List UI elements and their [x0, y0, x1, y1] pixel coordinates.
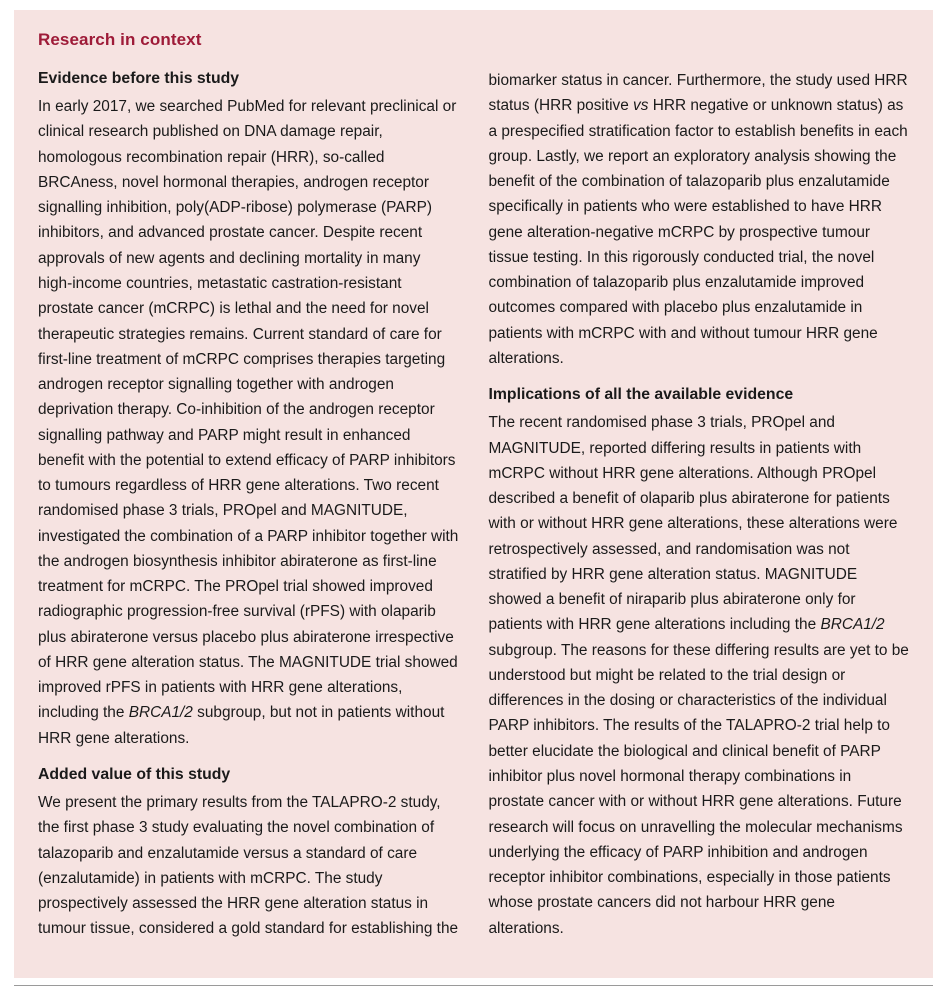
section-body-implications: The recent randomised phase 3 trials, PROpel and MAGNITUDE, reported differing results in patients with mCRPC without HRR gene alterations. Although PROpel described a benefit of olaparib plus abiraterone for patients with or without HRR gene alterations, these alterations were retrospectively assessed, and randomisation was not stratified by HRR gene alteration status. MAGNITUDE showed a benefit of niraparib plus abiraterone only for patients with HRR gene alterations including the BRCA1/2 subgroup. The reasons for these differing results are yet to be understood but might be related to the trial design or differences in the dosing or characteristics of the individual PARP inhibitors. The results of the TALAPRO-2 trial help to better elucidate the biological and clinical benefit of PARP inhibitor plus novel hormonal therapy combinations in prostate cancer with or without HRR gene alterations. Future research will focus on unravelling the molecular mechanisms underlying the efficacy of PARP inhibition and androgen receptor inhibitor combinations, especially in those patients whose prostate cancers did not harbour HRR gene alterations. [488, 414, 909, 937]
right-column [489, 68, 910, 952]
section-body-added-value-left: We present the primary results from the TALAPRO-2 study, the first phase 3 study evaluating the novel combination of talazoparib and enzalutamide versus a standard of care (enzalutamide) in patients with mCRPC. The study prospectively assessed the HRR gene alteration status in tumour tissue, considered a gold standard for establishing the [38, 794, 459, 938]
left-column [38, 68, 459, 952]
research-in-context-panel [14, 10, 933, 978]
panel-title: Research in context [38, 30, 202, 49]
journal-page [0, 10, 947, 986]
panel-columns [38, 68, 909, 952]
section-heading-implications: Implications of all the available evidence [488, 386, 794, 404]
section-heading-evidence-before-this-study: Evidence before this study [38, 70, 240, 87]
section-body-evidence-before-this-study: In early 2017, we searched PubMed for relevant preclinical or clinical research published on DNA damage repair, homologous recombination repair (HRR), so-called BRCAness, novel hormonal therapies, androgen receptor signalling inhibition, poly(ADP-ribose) polymerase (PARP) inhibitors, and advanced prostate cancer. Despite recent approvals of new agents and declining mortality in many high-income countries, metastatic castration-resistant prostate cancer (mCRPC) is lethal and the need for novel therapeutic strategies remains. Current standard of care for first-line treatment of mCRPC comprises therapies targeting androgen receptor signalling together with androgen deprivation therapy. Co-inhibition of the androgen receptor signalling pathway and PARP might result in enhanced benefit with the potential to extend efficacy of PARP inhibitors to tumours regardless of HRR gene alterations. Two recent randomised phase 3 trials, PROpel and MAGNITUDE, investigated the combination of a PARP inhibitor together with the androgen biosynthesis inhibitor abiraterone as first-line treatment for mCRPC. The PROpel trial showed improved radiographic progression-free survival (rPFS) with olaparib plus abiraterone versus placebo plus abiraterone irrespective of HRR gene alteration status. The MAGNITUDE trial showed improved rPFS in patients with HRR gene alterations, including the BRCA1/2 subgroup, but not in patients without HRR gene alterations. [38, 98, 459, 747]
section-body-added-value-continued: biomarker status in cancer. Furthermore, the study used HRR status (HRR positive vs HRR negative or unknown status) as a prespecified stratification factor to establish benefits in each group. Lastly, we report an exploratory analysis showing the benefit of the combination of talazoparib plus enzalutamide specifically in patients who were established to have HRR gene alteration-negative mCRPC by prospective tumour tissue testing. In this rigorously conducted trial, the novel combination of talazoparib plus enzalutamide improved outcomes compared with placebo plus enzalutamide in patients with mCRPC with and without tumour HRR gene alterations. [488, 72, 908, 367]
section-heading-added-value: Added value of this study [38, 766, 231, 784]
